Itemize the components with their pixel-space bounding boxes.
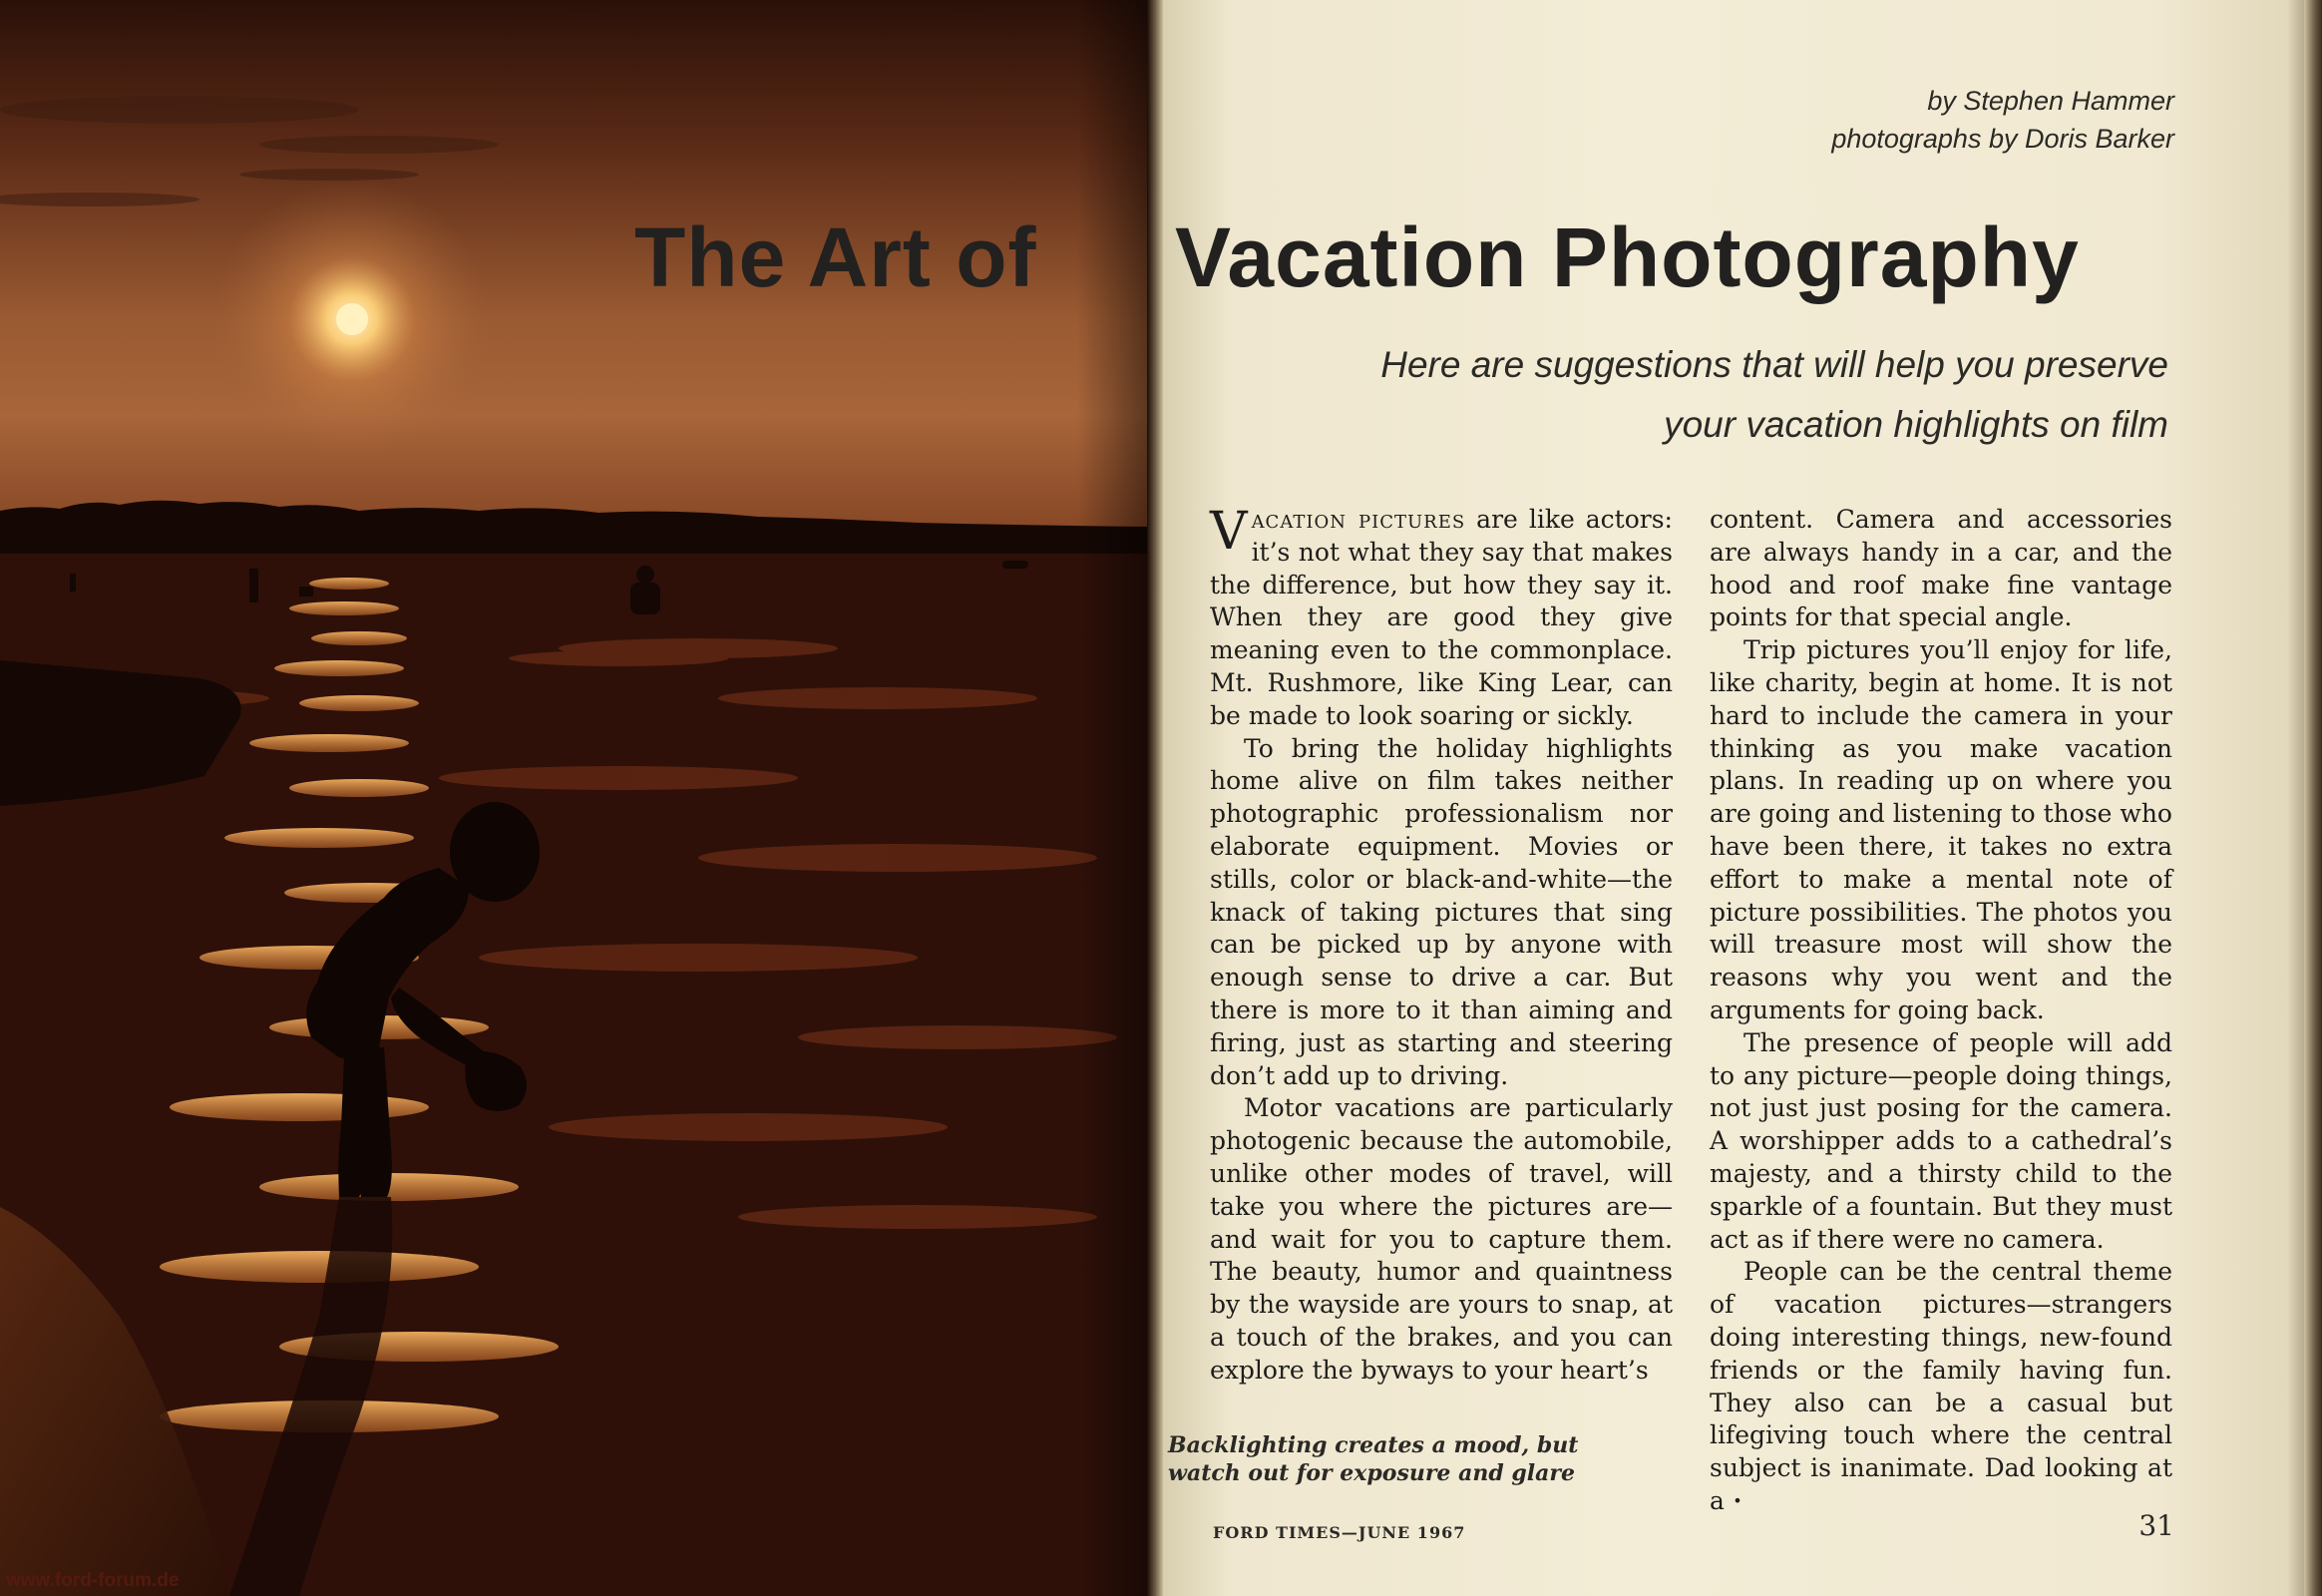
continuation-mark: · bbox=[1724, 1485, 1742, 1515]
paragraph-7 bbox=[1710, 1256, 2172, 1517]
caption-line-2: watch out for exposure and glare bbox=[1168, 1460, 1575, 1486]
byline-author: by Stephen Hammer bbox=[1927, 86, 2174, 116]
folio: FORD TIMES—JUNE 1967 bbox=[1213, 1523, 1466, 1542]
title-right: Vacation Photography bbox=[1175, 210, 2080, 304]
paragraph-1 bbox=[1210, 504, 1673, 733]
article-title bbox=[0, 207, 2322, 317]
paragraph-6: The presence of people will add to any picture—people doing things, not just just posing for the camera. A worshipper adds to a cathedral’s majesty, and a thirsty child to the sparkle of a fountain. But they must act as if there were no camera. bbox=[1710, 1027, 2172, 1254]
drop-cap: V bbox=[1210, 502, 1248, 562]
photo-caption bbox=[1168, 1431, 1597, 1487]
paragraph-1-text: are like actors: it’s not what they say that makes the difference, but how they say it. When they are good they give meaning even to the commonplace. Mt. Rushmore, like King Lear, can be made to look soaring or sickly. bbox=[1210, 505, 1673, 730]
text-column-right bbox=[1710, 504, 2172, 1518]
paragraph-4: content. Camera and accessories are always handy in a car, and the hood and roof make fine vantage points for that special angle. bbox=[1710, 505, 2172, 632]
lead-in: acation pictures bbox=[1251, 505, 1466, 534]
byline bbox=[1576, 82, 2174, 158]
page-number: 31 bbox=[2138, 1509, 2174, 1542]
byline-photographer: photographs by Doris Barker bbox=[1831, 124, 2174, 154]
article-subtitle bbox=[1271, 335, 2168, 455]
paragraph-5: Trip pictures you’ll enjoy for life, like charity, begin at home. It is not hard to include the camera in your thinking as you make vacation plans. In reading up on where you are going and listening to those who have been there, it takes no extra effort to make a mental note of picture possibilities. The photos you will treasure most will show the reasons why you went and the arguments for going back. bbox=[1710, 635, 2172, 1024]
text-column-left bbox=[1210, 504, 1673, 1388]
clouds bbox=[0, 96, 499, 206]
paragraph-2: To bring the holiday highlights home alive on film takes neither photographic professionalism nor elaborate equipment. Movies or stills, color or black-and-white—the knack of taking pictures that sing can be picked up by anyone with enough sense to drive a car. But there is more to it than aiming and firing, just as starting and steering don’t add up to driving. bbox=[1210, 733, 1673, 1090]
horizon-treeline bbox=[0, 501, 1147, 559]
paragraph-7-text: People can be the central theme of vacation pictures—strangers doing interesting things, new-found friends or the family having fun. They also can be a casual but lifegiving touch where the central subject is inanimate. Dad looking at a bbox=[1710, 1257, 2172, 1515]
paragraph-3: Motor vacations are particularly photogenic because the automobile, unlike other modes of travel, will take you where the pictures are—and wait for you to capture them. The beauty, humor and quaintness by the wayside are yours to snap, at a touch of the brakes, and you can explore the byways to your heart’s bbox=[1210, 1093, 1673, 1385]
subtitle-line-2: your vacation highlights on film bbox=[1664, 404, 2168, 445]
watermark: www.ford-forum.de bbox=[6, 1570, 180, 1591]
caption-line-1: Backlighting creates a mood, but bbox=[1168, 1432, 1579, 1458]
title-left: The Art of bbox=[634, 210, 1037, 304]
subtitle-line-1: Here are suggestions that will help you preserve bbox=[1380, 344, 2168, 385]
